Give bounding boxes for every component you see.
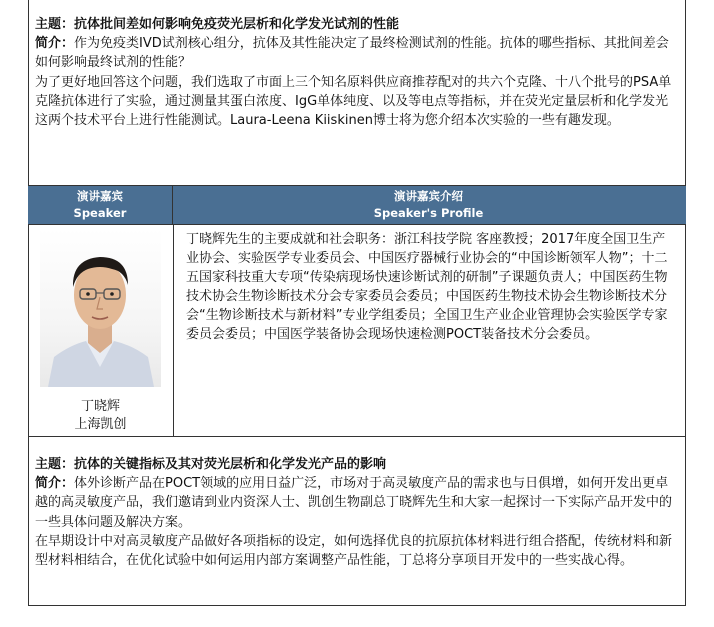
- talk2-body: 在早期设计中对高灵敏度产品做好各项指标的设定，如何选择优良的抗原抗体材料进行组合搭配，传统材料和新型材料相结合，在优化试验中如何运用内部方案调整产品性能，丁总将分享项目开发中的一些实战心得。: [35, 533, 673, 569]
- talk2-intro: [35, 474, 675, 532]
- speaker-table-header: [28, 185, 686, 225]
- talk1-section: [35, 15, 675, 130]
- header-profile-cn: 演讲嘉宾介绍: [394, 189, 463, 203]
- talk1-topic-text: 抗体批间差如何影响免疫荧光层析和化学发光试剂的性能: [74, 17, 400, 32]
- table-column-divider: [173, 225, 174, 437]
- talk1-topic: [35, 15, 675, 34]
- speaker-profile-text: 丁晓辉先生的主要成就和社会职务：浙江科技学院 客座教授；2017年度全国卫生产业协会、实验医学专业委员会、中国医疗器械行业协会的“中国诊断领军人物”；十二五国家科技重大专项“传染病现场快速诊断试剂的研制”子课题负责人；中国医药生物技术协会生物诊断技术分会专家委员会委员；中国医药生物技术协会生物诊断技术分会“生物诊断技术与新材料”专业学组委员；全国卫生产业企业管理协会实验医学专家委员会委员；中国医学装备协会现场快速检测POCT装备技术分会委员。: [186, 232, 668, 342]
- header-speaker-cn: 演讲嘉宾: [77, 189, 123, 203]
- talk2-topic: [35, 455, 675, 474]
- talk2-section: [35, 455, 675, 570]
- talk1-intro-label: 简介：: [35, 36, 75, 52]
- talk1-body: 为了更好地回答这个问题，我们选取了市面上三个知名原料供应商推荐配对的共六个克隆、十八个批号的PSA单克隆抗体进行了实验，通过测量其蛋白浓度、IgG单体纯度、以及等电点等指标，并在荧光定量层析和化学发光这两个技术平台上进行性能测试。Laura-Leena Kiiskinen博士将为您介绍本次实验的一些有趣发现。: [35, 74, 672, 129]
- talk2-intro-label: 简介：: [35, 476, 75, 492]
- header-profile: [173, 186, 684, 224]
- talk1-intro: [35, 34, 675, 72]
- talk2-intro-text: 体外诊断产品在POCT领域的应用日益广泛，市场对于高灵敏度产品的需求也与日俱增，如何开发出更卓越的高灵敏度产品，我们邀请到业内资深人士、凯创生物副总丁晓辉先生和大家一起探讨一下实际产品开发中的一些具体问题及解决方案。: [35, 476, 673, 530]
- speaker-organization: 上海凯创: [74, 417, 127, 432]
- talk1-topic-label: 主题：: [35, 17, 75, 32]
- talk1-intro-text: 作为免疫类IVD试剂核心组分，抗体及其性能决定了最终检测试剂的性能。抗体的哪些指标、其批间差会如何影响最终试剂的性能？: [35, 36, 669, 71]
- header-speaker: [28, 186, 173, 224]
- speaker-name: 丁晓辉: [80, 399, 120, 414]
- header-speaker-en: Speaker: [73, 206, 127, 220]
- talk2-topic-label: 主题：: [35, 457, 75, 472]
- talk2-topic-text: 抗体的关键指标及其对荧光层析和化学发光产品的影响: [74, 457, 387, 472]
- header-profile-en: Speaker's Profile: [373, 206, 484, 220]
- speaker-photo: [40, 229, 161, 387]
